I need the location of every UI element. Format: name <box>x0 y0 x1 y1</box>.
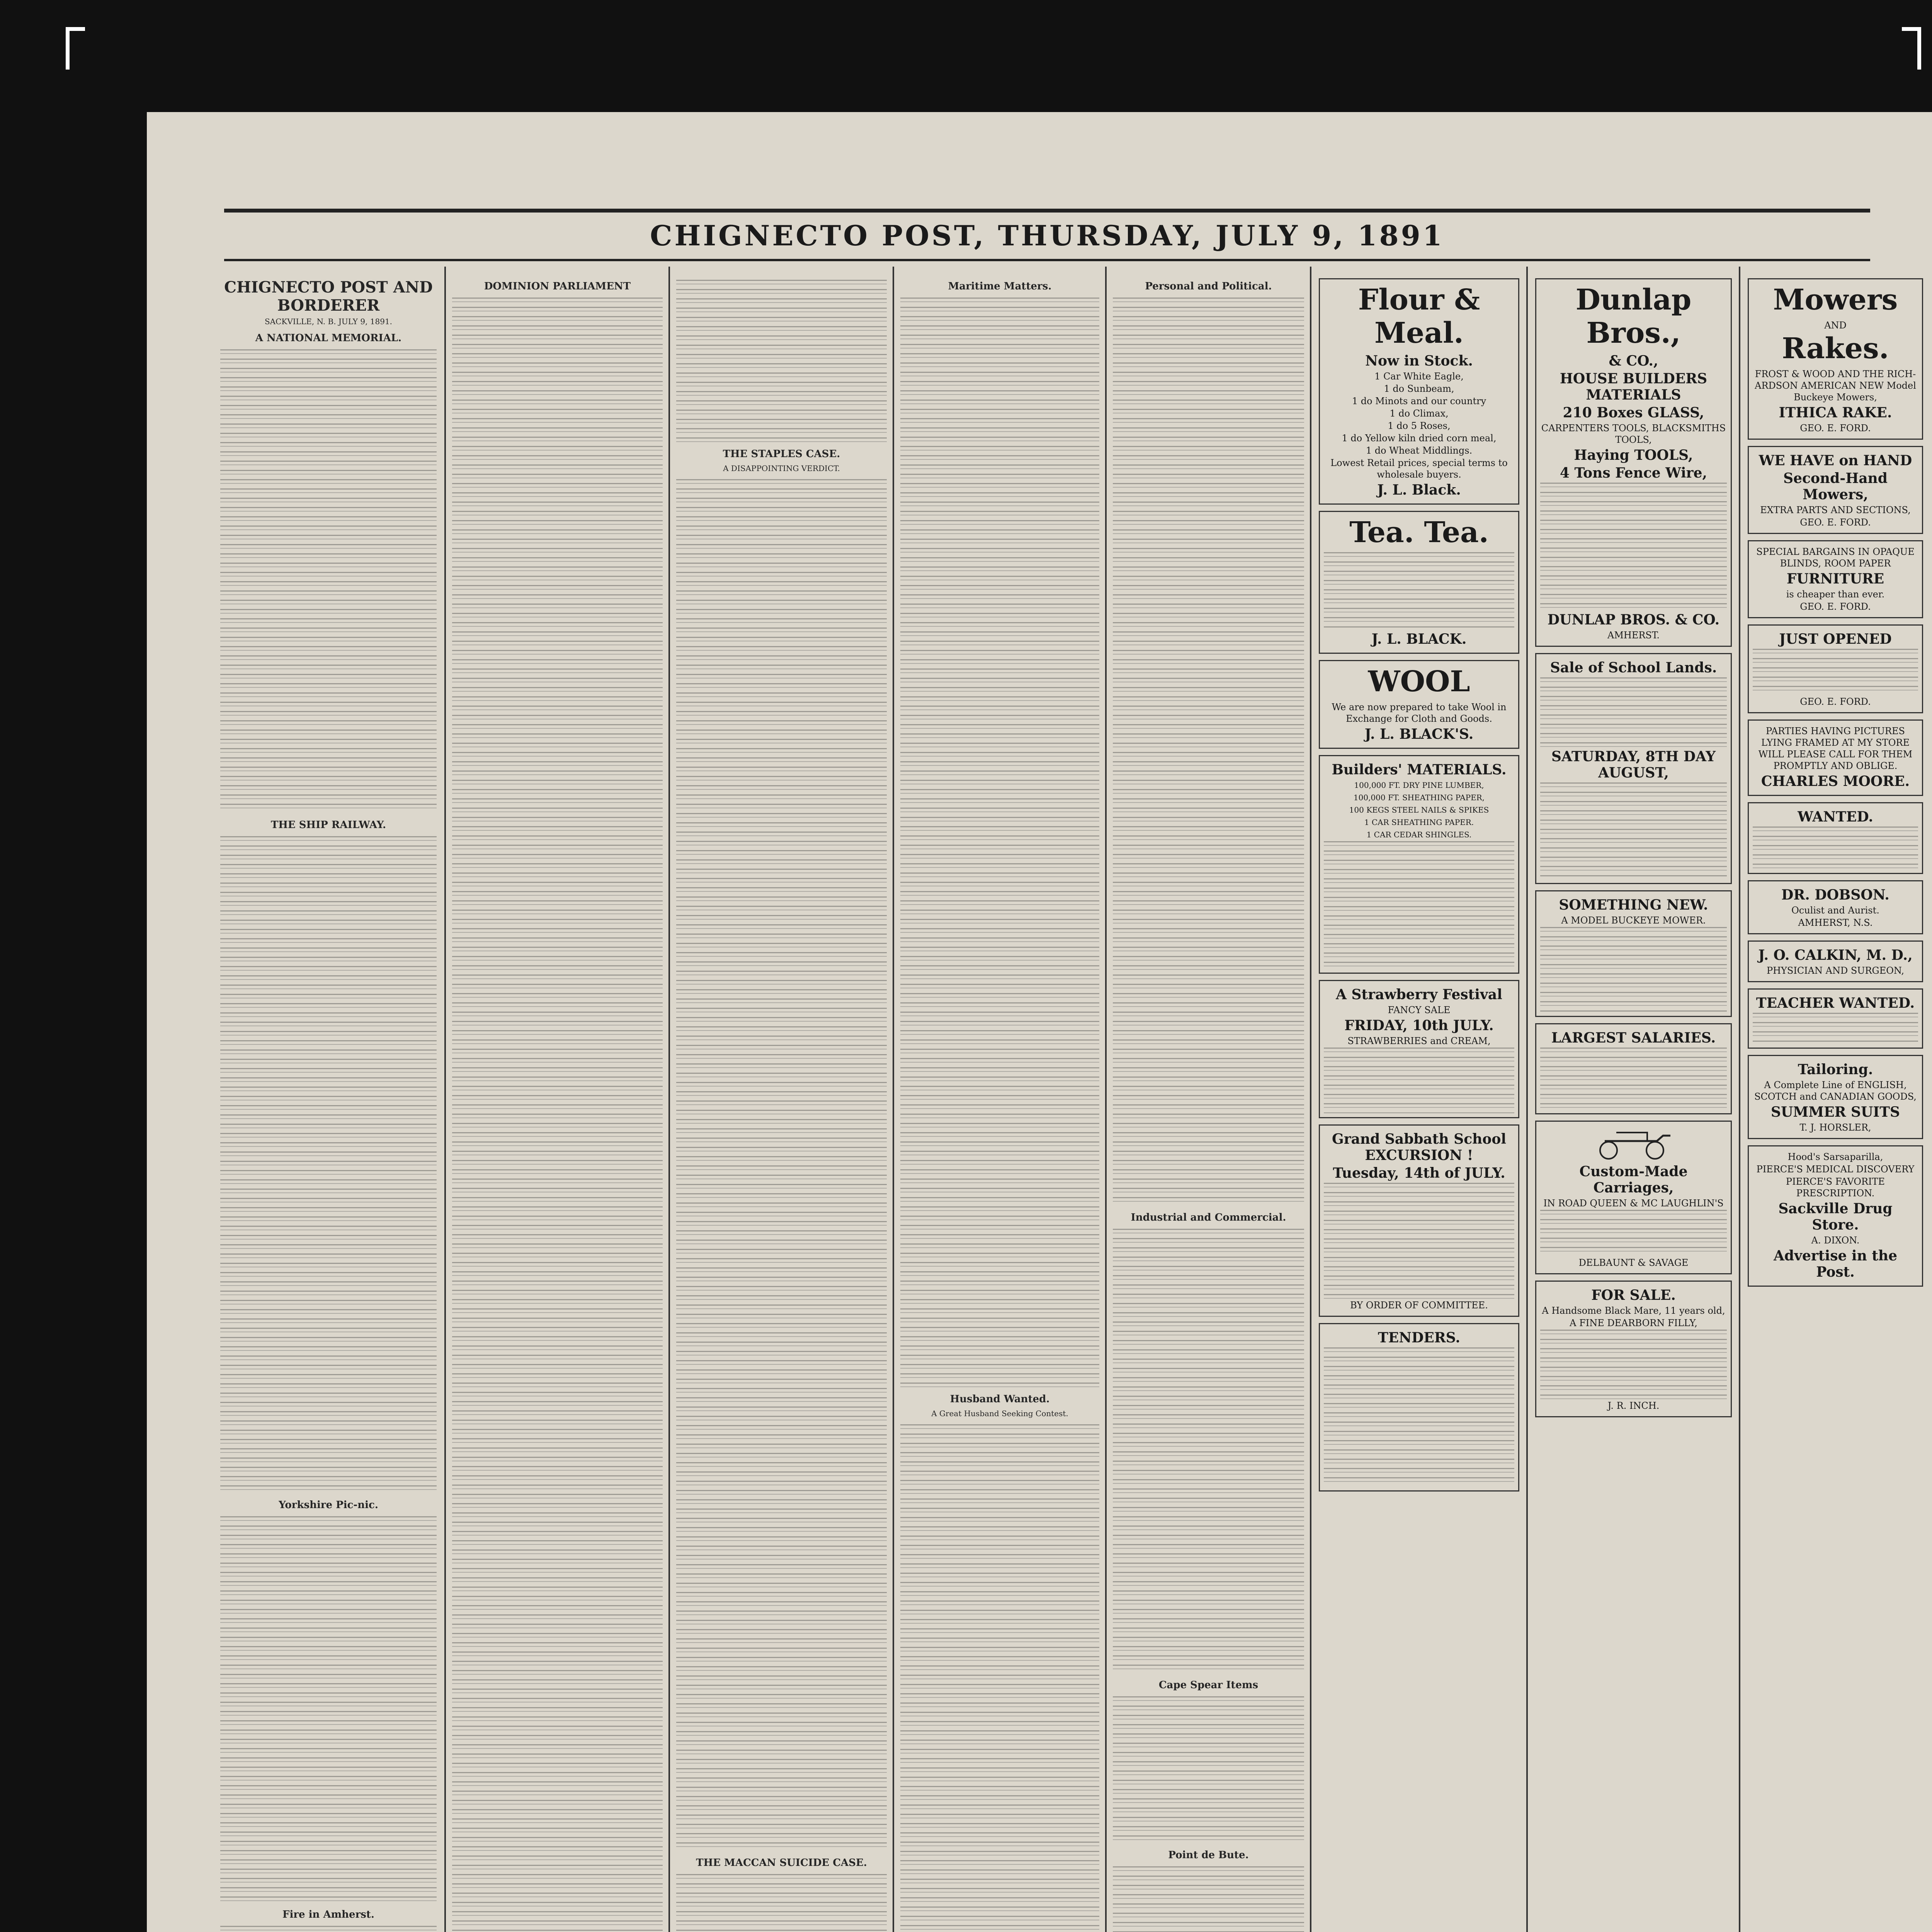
column-rule <box>1526 267 1528 1932</box>
article-text <box>1113 298 1304 1206</box>
article-title-national-memorial: A NATIONAL MEMORIAL. <box>255 332 402 344</box>
column-7-ads <box>1532 274 1735 1932</box>
ad-text <box>1753 649 1918 695</box>
ad-text <box>1540 677 1727 747</box>
ad-text <box>1324 552 1514 629</box>
article-text <box>900 298 1099 1387</box>
article-text <box>452 298 663 1932</box>
article-subtitle: A DISAPPOINTING VERDICT. <box>723 464 840 473</box>
ad-text <box>1540 782 1727 879</box>
ad-subtitle: Now in Stock. <box>1365 353 1473 369</box>
ad-and: AND <box>1824 320 1847 331</box>
ad-line: 1 CAR CEDAR SHINGLES. <box>1366 830 1472 839</box>
ad-calkin <box>1748 940 1923 982</box>
ad-title: SOMETHING NEW. <box>1559 897 1708 913</box>
ad-signature: DUNLAP BROS. & CO. <box>1547 612 1720 628</box>
column-6-ads <box>1316 274 1522 1932</box>
ad-subtitle: Second-Hand Mowers, <box>1783 470 1888 503</box>
ad-text <box>1753 1013 1918 1044</box>
ad-title: WOOL <box>1368 665 1470 698</box>
ad-text: We are now prepared to take Wool in Exchange for Cloth and Goods. <box>1332 702 1507 724</box>
newspaper-page <box>147 112 1932 1932</box>
ad-title: Tea. Tea. <box>1349 516 1489 549</box>
masthead: CHIGNECTO POST, THURSDAY, JULY 9, 1891 <box>224 209 1870 261</box>
column-4 <box>900 274 1099 1932</box>
ad-title: TEACHER WANTED. <box>1756 995 1915 1011</box>
ad-text <box>1324 1347 1514 1486</box>
ad-title: PARTIES HAVING PICTURES LYING FRAMED AT MY STORE WILL PLEASE CALL FOR THEM PROMPTLY AND OBLIGE. <box>1758 726 1913 771</box>
ad-subtitle: & CO., <box>1609 353 1658 369</box>
ad-line: 100,000 FT. SHEATHING PAPER, <box>1353 793 1485 802</box>
ad-subtitle: PHYSICIAN AND SURGEON, <box>1766 965 1905 976</box>
article-subtitle: A Great Husband Seeking Contest. <box>931 1409 1068 1418</box>
scan-corner-mark-left <box>66 27 85 70</box>
ad-signature: J. L. BLACK'S. <box>1364 726 1474 742</box>
ad-signature: DELBAUNT & SAVAGE <box>1578 1257 1689 1268</box>
ad-text <box>1540 1048 1727 1109</box>
ad-signature: T. J. HORSLER, <box>1799 1122 1871 1133</box>
ad-text <box>1753 827 1918 869</box>
article-title-ship-railway: THE SHIP RAILWAY. <box>270 819 386 831</box>
ad-line: FURNITURE <box>1786 571 1884 587</box>
column-1 <box>220 274 437 1932</box>
ad-title: WANTED. <box>1798 809 1873 825</box>
ad-line: SUMMER SUITS <box>1770 1104 1900 1120</box>
ad-title: DR. DOBSON. <box>1781 887 1889 903</box>
ad-text <box>1540 483 1727 610</box>
article-title-dominion-parliament: DOMINION PARLIAMENT <box>484 281 631 292</box>
ad-signature: GEO. E. FORD. <box>1800 423 1871 434</box>
ad-title: A Strawberry Festival <box>1336 986 1502 1003</box>
article-title-personal-political: Personal and Political. <box>1145 281 1272 292</box>
ad-signature: GEO. E. FORD. <box>1800 601 1871 612</box>
ad-dunlap-bros <box>1535 278 1732 647</box>
article-title-industrial-commercial: Industrial and Commercial. <box>1131 1212 1286 1223</box>
ad-title: Flour & Meal. <box>1358 283 1480 350</box>
column-rule <box>1105 267 1107 1932</box>
article-text <box>1113 1866 1304 1932</box>
ad-tailoring <box>1748 1055 1923 1139</box>
ad-blinds <box>1748 540 1923 618</box>
article-text <box>900 1424 1099 1932</box>
ad-drug-store <box>1748 1145 1923 1287</box>
ad-second-hand-mowers <box>1748 446 1923 534</box>
ad-title: SPECIAL BARGAINS IN OPAQUE BLINDS, ROOM PAPER <box>1756 546 1915 569</box>
column-rule <box>668 267 670 1932</box>
article-text <box>220 1516 437 1903</box>
article-title-point-de-bute: Point de Bute. <box>1168 1849 1249 1861</box>
ad-signature: GEO. E. FORD. <box>1800 696 1871 707</box>
ad-signature: GEO. E. FORD. <box>1800 517 1871 528</box>
column-rule <box>893 267 894 1932</box>
ad-text <box>1540 927 1727 1012</box>
ad-title: Grand Sabbath School EXCURSION ! <box>1332 1131 1507 1163</box>
ad-line: HOUSE BUILDERS MATERIALS <box>1560 371 1708 403</box>
ad-title: Custom-Made Carriages, <box>1579 1163 1688 1196</box>
ad-line: 1 do Climax, <box>1389 408 1449 419</box>
ad-title: Builders' MATERIALS. <box>1332 762 1507 778</box>
ad-pictures <box>1748 719 1923 796</box>
ad-store: Sackville Drug Store. <box>1778 1201 1893 1233</box>
ad-place: AMHERST. <box>1607 630 1660 641</box>
ad-line: A Handsome Black Mare, 11 years old, <box>1542 1305 1725 1316</box>
article-title-fire-amherst: Fire in Amherst. <box>282 1909 374 1920</box>
ad-title: FOR SALE. <box>1591 1287 1676 1303</box>
ad-line: A Complete Line of ENGLISH, SCOTCH and CANADIAN GOODS, <box>1754 1080 1917 1102</box>
ad-title: Sale of School Lands. <box>1550 660 1717 676</box>
article-title-cape-spear: Cape Spear Items <box>1158 1679 1259 1691</box>
ad-line: PIERCE'S MEDICAL DISCOVERY <box>1756 1164 1915 1175</box>
column-rule <box>444 267 446 1932</box>
column-rule <box>1739 267 1740 1932</box>
ad-title: Dunlap Bros., <box>1575 283 1692 350</box>
ad-tenders <box>1319 1323 1519 1492</box>
ad-food: STRAWBERRIES and CREAM, <box>1347 1036 1491 1046</box>
ad-school-lands <box>1535 653 1732 884</box>
ad-signature: J. R. INCH. <box>1607 1400 1660 1411</box>
ad-text: is cheaper than ever. <box>1786 589 1885 600</box>
ad-footer: Advertise in the Post. <box>1774 1248 1897 1280</box>
ad-dr-dobson <box>1748 880 1923 934</box>
article-title-maritime-matters: Maritime Matters. <box>948 281 1052 292</box>
ad-signature: CHARLES MOORE. <box>1761 773 1910 789</box>
ad-line: 1 CAR SHEATHING PAPER. <box>1364 818 1474 827</box>
article-title-maccan-suicide: THE MACCAN SUICIDE CASE. <box>696 1857 867 1869</box>
ad-builders-materials <box>1319 755 1519 974</box>
ad-just-opened <box>1748 624 1923 713</box>
ad-date: Tuesday, 14th of JULY. <box>1333 1165 1505 1181</box>
ad-title-2: Rakes. <box>1782 332 1889 365</box>
ad-line: PIERCE'S FAVORITE PRESCRIPTION. <box>1786 1176 1885 1199</box>
ad-line: 4 Tons Fence Wire, <box>1560 465 1708 481</box>
ad-signature: J. L. Black. <box>1377 482 1461 498</box>
ad-line: 1 do Yellow kiln dried corn meal, <box>1342 433 1497 444</box>
article-text <box>676 479 887 1851</box>
ad-signature: A. DIXON. <box>1811 1235 1860 1246</box>
ad-subtitle: FANCY SALE <box>1388 1005 1451 1015</box>
ad-text <box>1540 1210 1727 1256</box>
ad-something-new <box>1535 890 1732 1017</box>
ad-wool <box>1319 660 1519 749</box>
column-8-ads <box>1745 274 1926 1932</box>
ad-footer: BY ORDER OF COMMITTEE. <box>1350 1300 1488 1311</box>
ad-text <box>1324 841 1514 969</box>
ad-line: 100 KEGS STEEL NAILS & SPIKES <box>1349 805 1489 815</box>
ad-wanted <box>1748 802 1923 874</box>
carriage-icon <box>1587 1126 1680 1160</box>
article-text <box>676 1874 887 1932</box>
article-title-staples-case: THE STAPLES CASE. <box>723 448 840 460</box>
column-rule <box>1310 267 1311 1932</box>
ad-title: J. O. CALKIN, M. D., <box>1758 947 1913 963</box>
ad-signature: J. L. BLACK. <box>1371 631 1467 647</box>
ad-mowers-rakes <box>1748 278 1923 440</box>
ad-title: WE HAVE on HAND <box>1759 452 1912 469</box>
ad-title: Tailoring. <box>1798 1061 1873 1078</box>
article-text <box>220 1926 437 1932</box>
article-text <box>1113 1696 1304 1843</box>
ad-line: FROST & WOOD AND THE RICH-ARDSON AMERICAN NEW Model Buckeye Mowers, <box>1755 369 1916 403</box>
ad-line: 1 do Wheat Middlings. <box>1366 445 1473 456</box>
article-text <box>220 349 437 813</box>
ad-place: AMHERST, N.S. <box>1798 917 1873 928</box>
ad-title: JUST OPENED <box>1779 631 1892 647</box>
ad-carriages <box>1535 1121 1732 1274</box>
ad-text <box>1324 1048 1514 1113</box>
ad-sabbath-school-excursion <box>1319 1124 1519 1317</box>
ad-for-sale <box>1535 1281 1732 1417</box>
column-3 <box>676 274 887 1932</box>
scan-corner-mark-right <box>1902 27 1921 70</box>
ad-title: TENDERS. <box>1378 1330 1460 1346</box>
ad-line: 100,000 FT. DRY PINE LUMBER, <box>1354 781 1484 790</box>
ad-teacher-wanted <box>1748 988 1923 1049</box>
ad-subtitle: A MODEL BUCKEYE MOWER. <box>1561 915 1706 926</box>
ad-line: 1 do Sunbeam, <box>1384 383 1454 394</box>
ad-line: 210 Boxes GLASS, <box>1563 405 1704 421</box>
ad-line: Lowest Retail prices, special terms to wholesale buyers. <box>1330 457 1508 480</box>
ad-line: 1 Car White Eagle, <box>1374 371 1464 382</box>
ad-line: 1 do Minots and our country <box>1352 396 1486 406</box>
ad-date: FRIDAY, 10th JULY. <box>1344 1017 1494 1034</box>
ad-text <box>1540 1330 1727 1399</box>
ad-line: ITHICA RAKE. <box>1779 405 1892 421</box>
article-title-yorkshire-picnic: Yorkshire Pic-nic. <box>279 1499 378 1511</box>
ad-flour-meal <box>1319 278 1519 505</box>
paper-heading: CHIGNECTO POST AND BORDERER <box>224 278 433 315</box>
ad-title: Mowers <box>1773 283 1898 316</box>
ad-subtitle: Oculist and Aurist. <box>1791 905 1879 916</box>
ad-line: 1 do 5 Roses, <box>1388 420 1451 431</box>
column-5 <box>1113 274 1304 1932</box>
ad-tea <box>1319 511 1519 654</box>
article-text <box>1113 1229 1304 1673</box>
ad-line: Haying TOOLS, <box>1574 447 1693 463</box>
ad-line: Hood's Sarsaparilla, <box>1787 1151 1883 1162</box>
ad-subtitle: IN ROAD QUEEN & MC LAUGHLIN'S <box>1543 1198 1724 1209</box>
ad-text <box>1324 1183 1514 1299</box>
column-2 <box>452 274 663 1932</box>
article-title-husband-wanted: Husband Wanted. <box>950 1393 1050 1405</box>
article-text <box>676 280 887 442</box>
dateline: SACKVILLE, N. B. JULY 9, 1891. <box>264 317 393 326</box>
ad-line: EXTRA PARTS AND SECTIONS, <box>1760 505 1911 515</box>
ad-line: A FINE DEARBORN FILLY, <box>1570 1318 1697 1328</box>
ad-largest-salaries <box>1535 1023 1732 1114</box>
ad-line: CARPENTERS TOOLS, BLACKSMITHS TOOLS, <box>1541 423 1726 445</box>
ad-date: SATURDAY, 8TH DAY AUGUST, <box>1551 748 1716 781</box>
article-text <box>220 836 437 1493</box>
ad-title: LARGEST SALARIES. <box>1551 1030 1716 1046</box>
ad-strawberry-festival <box>1319 980 1519 1118</box>
